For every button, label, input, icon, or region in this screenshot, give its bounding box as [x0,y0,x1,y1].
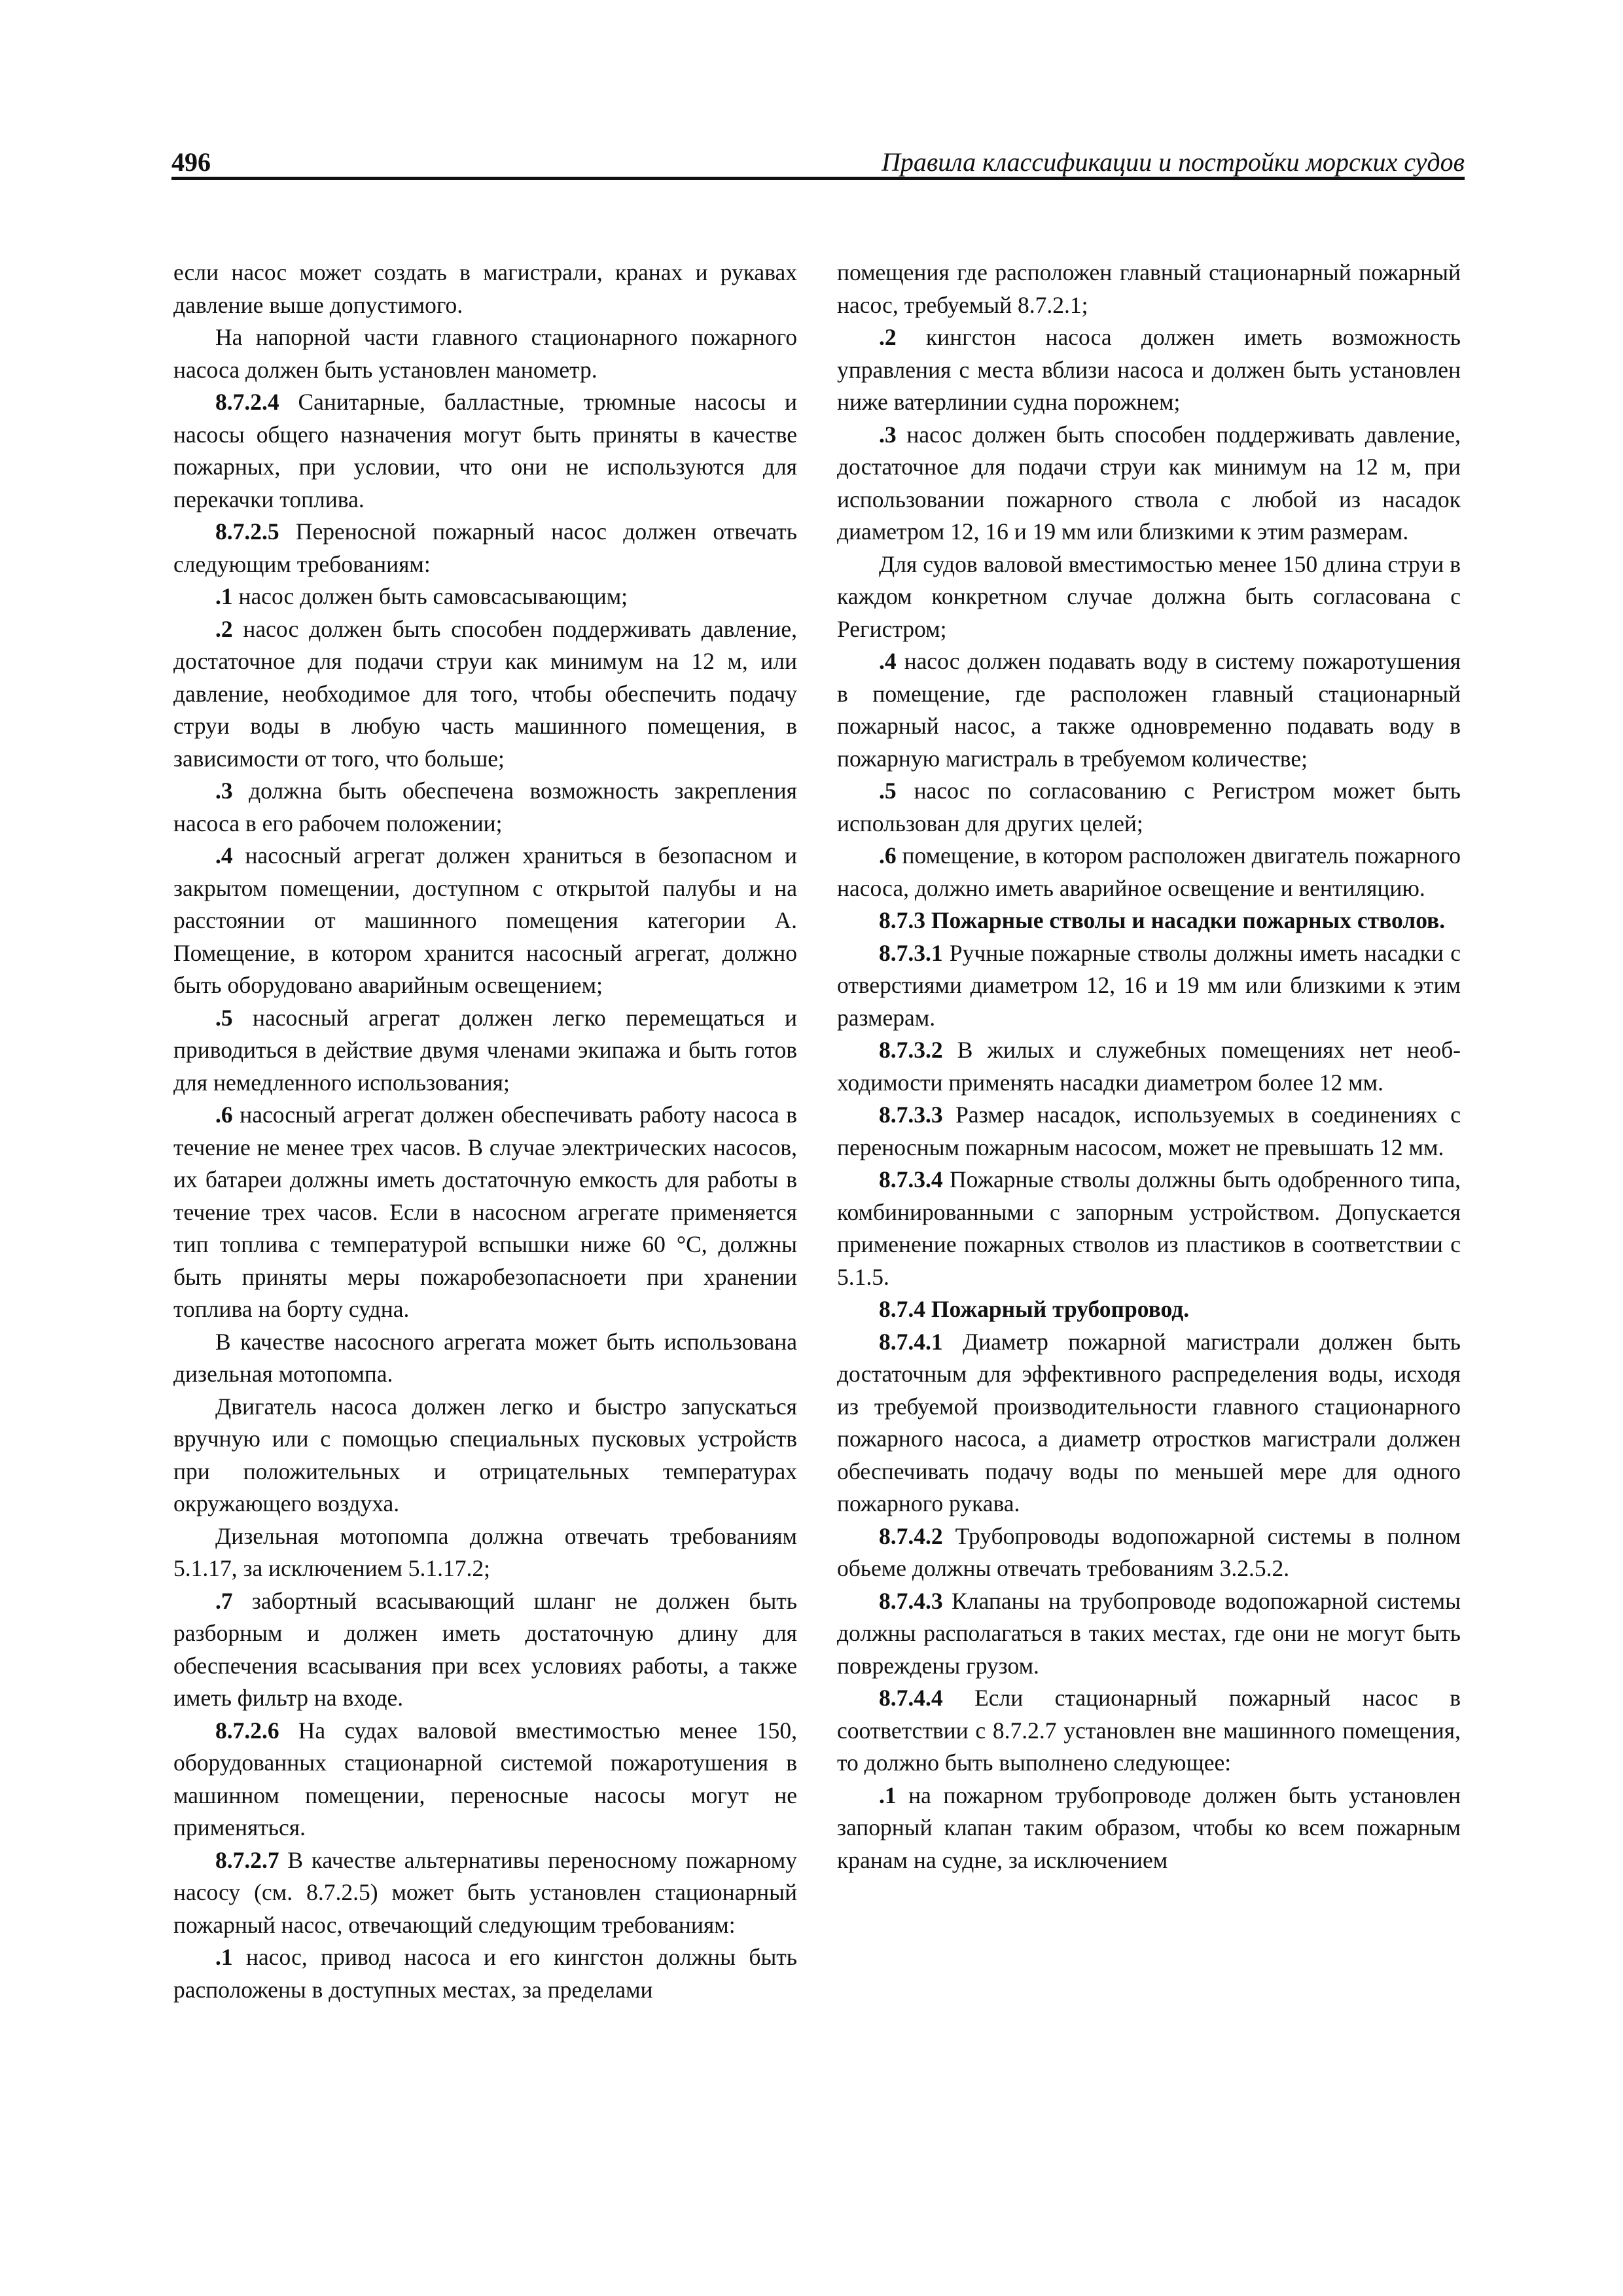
paragraph: В качестве насосного агрегата может быть использована дизельная мотопомпа. [173,1328,797,1387]
list-item: .2 кингстон насоса должен иметь возможность управления с места вблизи насоса и должен быть установлен ниже ватерлинии судна порожнем; [837,324,1461,415]
page-number: 496 [171,147,211,177]
list-item: .4 насосный агрегат должен храниться в безопасном и закрытом помещении, доступном с открытой палубы и на расстоянии от машинного помещения категории А. Помещение, в котором хранится насосный агрегат, должно быть оборудовано аварийным освещением; [173,842,797,998]
list-item: .4 насос должен подавать воду в систему пожаротушения в помещение, где расположен главный стационарный пожарный насос, а также одновременно подавать воду в пожарную магистраль в требуемом количестве; [837,648,1461,772]
list-item: .7 забортный всасывающий шланг не должен быть разборным и должен иметь достаточную длину для обеспечения всасывания при всех условиях работы, а также иметь фильтр на входе. [173,1587,797,1711]
list-item: .3 должна быть обеспечена возможность закрепления насоса в его рабочем положении; [173,778,797,836]
list-item: .1 на пожарном трубопроводе должен быть установлен запорный клапан таким образом, чтобы ко всем пожарным кранам на судне, за исключением [837,1782,1461,1873]
paragraph: 8.7.4.4 Если стационарный пожарный насос в соответствии с 8.7.2.7 установлен вне машинного помещения, то должно быть выполнено следующее: [837,1685,1461,1776]
running-title: Правила классификации и постройки морских судов [881,147,1465,177]
section-heading: 8.7.4 Пожарный трубопровод. [879,1296,1190,1322]
paragraph: 8.7.4.2 Трубопроводы водопожарной системы в полном обьеме должны отвечать требованиям 3.2.5.2. [837,1522,1461,1581]
list-item: .6 насосный агрегат должен обеспечивать работу насоса в течение не менее трех часов. В случае электрических насосов, их батареи должны иметь достаточную емкость для работы в течение трех часов. Если в насосном агрегате применяется тип топлива с температурой вспышки ниже 60 °С, должны быть приняты меры пожаробезопасноети при хранении топлива на борту судна. [173,1102,797,1322]
paragraph: Дизельная мотопомпа должна отвечать требованиям 5.1.17, за исключением 5.1.17.2; [173,1522,797,1581]
paragraph: На напорной части главного стационарного пожарного насоса должен быть установлен манометр. [173,324,797,383]
right-column [837,257,1461,1876]
list-item: .1 насос, привод насоса и его кингстон должны быть расположены в доступных местах, за пределами [173,1944,797,2003]
paragraph: если насос может создать в магистрали, кранах и рукавах давление выше допустимого. [173,259,797,318]
list-item: .3 насос должен быть способен поддерживать давление, достаточное для подачи струи как минимум на 12 м, при использовании пожарного ствола с любой из насадок диаметром 12, 16 и 19 мм или близкими к этим размерам. [837,421,1461,545]
list-item: .1 насос должен быть самовсасывающим; [215,583,628,609]
left-column [173,257,797,2006]
paragraph: 8.7.2.7 В качестве альтернативы переносному пожарному насосу (см. 8.7.2.5) может быть установлен стационарный пожарный насос, отвечающий следующим требованиям: [173,1846,797,1938]
list-item: .5 насос по согласованию с Регистром может быть использован для других целей; [837,778,1461,836]
paragraph: 8.7.3.1 Ручные пожарные стволы должны иметь насадки с отверстиями диаметром 12, 16 и 19 мм или близкими к этим размерам. [837,939,1461,1031]
list-item: .6 помещение, в котором расположен двигатель пожарного насоса, должно иметь аварийное освещение и вентиляцию. [837,842,1461,901]
paragraph: 8.7.3.4 Пожарные стволы должны быть одобренного типа, комбинированными с запорным устройством. Допускается применение пожарных стволов из пластиков в соответствии с 5.1.5. [837,1166,1461,1290]
paragraph: Двигатель насоса должен легко и быстро запускаться вручную или с помощью специальных пусковых устройств при положительных и отрицательных температурах окружающего воздуха. [173,1393,797,1516]
section-heading: 8.7.3 Пожарные стволы и насадки пожарных стволов. [879,907,1446,933]
list-item: .2 насос должен быть способен поддерживать давление, достаточное для подачи струи как минимум на 12 м, или давление, необходимое для того, чтобы обеспечить подачу струи воды в любую часть машинного помещения, в зависимости от того, что больше; [173,615,797,772]
paragraph: 8.7.3.3 Размер насадок, используемых в соединениях с переносным пожарным насосом, может не превышать 12 мм. [837,1102,1461,1160]
paragraph: 8.7.3.2 В жилых и служебных помещениях нет необходимости применять насадки диаметром более 12 мм. [837,1037,1461,1096]
paragraph: помещения где расположен главный стационарный пожарный насос, требуемый 8.7.2.1; [837,259,1461,318]
header-rule [171,177,1465,180]
list-item: .5 насосный агрегат должен легко перемещаться и приводиться в действие двумя членами экипажа и быть готов для немедленного использования; [173,1004,797,1096]
paragraph: 8.7.2.5 Переносной пожарный насос должен отвечать следующим требованиям: [173,518,797,577]
paragraph: 8.7.4.1 Диаметр пожарной магистрали должен быть достаточным для эффективного распределения воды, исходя из требуемой производительности главного стационарного пожарного насоса, а диаметр отростков магистрали должен обеспечивать подачу воды по меньшей мере для одного пожарного рукава. [837,1328,1461,1516]
paragraph: 8.7.2.4 Санитарные, балластные, трюмные насосы и насосы общего назначения могут быть приняты в качестве пожарных, при условии, что они не используются для перекачки топлива. [173,389,797,512]
paragraph: Для судов валовой вместимостью менее 150 длина струи в каждом конкретном случае должна быть согласована с Регистром; [837,550,1461,642]
paragraph: 8.7.2.6 На судах валовой вместимостью менее 150, оборудованных стационарной системой пожаротушения в машинном помещении, переносные насосы могут не применяться. [173,1717,797,1840]
paragraph: 8.7.4.3 Клапаны на трубопроводе водопожарной системы должны располагаться в таких местах, где они не могут быть повреждены грузом. [837,1587,1461,1679]
